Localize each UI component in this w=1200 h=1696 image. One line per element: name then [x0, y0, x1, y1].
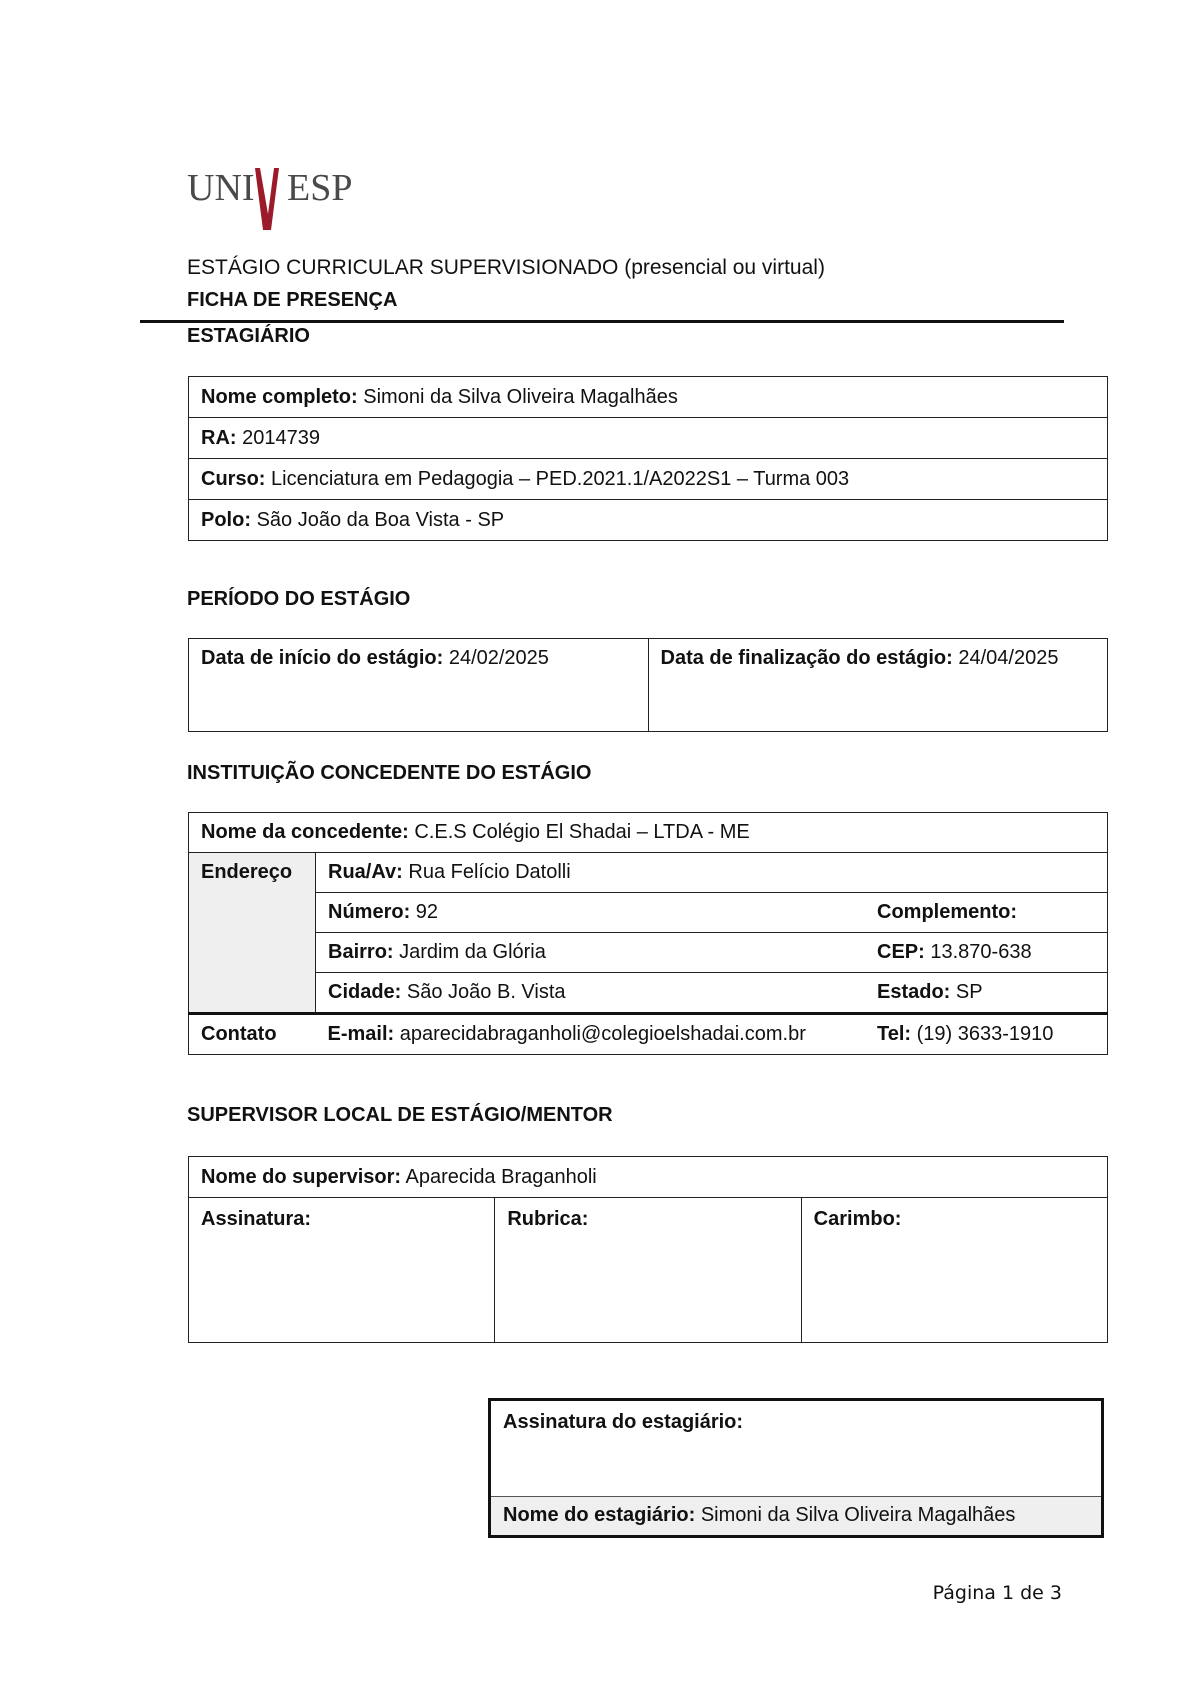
rubrica-cell: Rubrica:: [495, 1198, 801, 1343]
concedente-value: C.E.S Colégio El Shadai – LTDA - ME: [414, 821, 750, 843]
univesp-logo: [187, 160, 367, 234]
curso-cell: Curso: Licenciatura em Pedagogia – PED.2021.1/A2022S1 – Turma 003: [189, 459, 1108, 500]
ra-cell: RA: 2014739: [189, 418, 1108, 459]
endereco-label-cell: Endereço: [189, 853, 316, 1014]
ra-value: 2014739: [242, 426, 320, 449]
section-heading-estagiario: ESTAGIÁRIO: [187, 325, 310, 347]
supervisor-nome-value: Aparecida Braganholi: [405, 1165, 597, 1188]
nome-completo-cell: Nome completo: Simoni da Silva Oliveira Magalhães: [189, 377, 1108, 418]
rua-cell: Rua/Av: Rua Felício Datolli: [316, 853, 1108, 893]
logo-text-right: ESP: [287, 167, 353, 209]
polo-value: São João da Boa Vista - SP: [256, 508, 505, 531]
contato-label-cell: Contato: [189, 1014, 316, 1055]
data-inicio-cell: Data de início do estágio: 24/02/2025: [189, 639, 649, 732]
logo-text-left: UNI: [187, 167, 255, 209]
nome-estagiario-row: Nome do estagiário: Simoni da Silva Oliveira Magalhães: [491, 1496, 1101, 1535]
concedente-cell: Nome da concedente: C.E.S Colégio El Shadai – LTDA - ME: [189, 813, 1108, 853]
supervisor-nome-cell: Nome do supervisor: Aparecida Braganholi: [189, 1157, 1108, 1198]
numero-value: 92: [415, 901, 439, 923]
rua-value: Rua Felício Datolli: [408, 861, 571, 883]
section-heading-periodo: PERÍODO DO ESTÁGIO: [187, 588, 411, 610]
email-value: aparecidabraganholi@colegioelshadai.com.br: [399, 1023, 806, 1045]
section-heading-supervisor: SUPERVISOR LOCAL DE ESTÁGIO/MENTOR: [187, 1104, 613, 1126]
email-cell: E-mail: aparecidabraganholi@colegioelshadai.com.br: [316, 1014, 866, 1055]
cidade-value: São João B. Vista: [406, 981, 566, 1003]
supervisor-table: [188, 1156, 1108, 1343]
instituicao-table: [188, 812, 1108, 1055]
tel-cell: Tel: (19) 3633-1910: [865, 1014, 1108, 1055]
nome-completo-value: Simoni da Silva Oliveira Magalhães: [363, 385, 678, 408]
page-number: Página 1 de 3: [932, 1582, 1062, 1604]
carimbo-cell: Carimbo:: [801, 1198, 1107, 1343]
cidade-cell: Cidade: São João B. Vista: [316, 973, 866, 1014]
tel-value: (19) 3633-1910: [916, 1023, 1054, 1045]
cep-cell: CEP: 13.870-638: [865, 933, 1108, 973]
document-subtitle: ESTÁGIO CURRICULAR SUPERVISIONADO (presencial ou virtual): [187, 256, 825, 279]
polo-cell: Polo: São João da Boa Vista - SP: [189, 500, 1108, 541]
section-heading-instituicao: INSTITUIÇÃO CONCEDENTE DO ESTÁGIO: [187, 762, 592, 784]
assinatura-estagiario-box: [488, 1398, 1104, 1538]
data-fim-value: 24/04/2025: [958, 647, 1059, 669]
document-title: FICHA DE PRESENÇA: [187, 289, 398, 311]
bairro-cell: Bairro: Jardim da Glória: [316, 933, 866, 973]
bairro-value: Jardim da Glória: [399, 941, 546, 963]
assinatura-estagiario-label: Assinatura do estagiário:: [503, 1411, 744, 1433]
assinatura-cell: Assinatura:: [189, 1198, 495, 1343]
curso-value: Licenciatura em Pedagogia – PED.2021.1/A2022S1 – Turma 003: [271, 467, 850, 490]
data-inicio-value: 24/02/2025: [448, 647, 549, 669]
estado-cell: Estado: SP: [865, 973, 1108, 1014]
cep-value: 13.870-638: [930, 941, 1032, 963]
complemento-cell: Complemento:: [865, 893, 1108, 933]
estado-value: SP: [955, 981, 983, 1003]
numero-cell: Número: 92: [316, 893, 866, 933]
header-divider: [140, 320, 1064, 323]
data-fim-cell: Data de finalização do estágio: 24/04/2025: [648, 639, 1108, 732]
periodo-table: [188, 638, 1108, 732]
nome-estagiario-value: Simoni da Silva Oliveira Magalhães: [700, 1504, 1016, 1526]
estagiario-table: [188, 376, 1108, 541]
